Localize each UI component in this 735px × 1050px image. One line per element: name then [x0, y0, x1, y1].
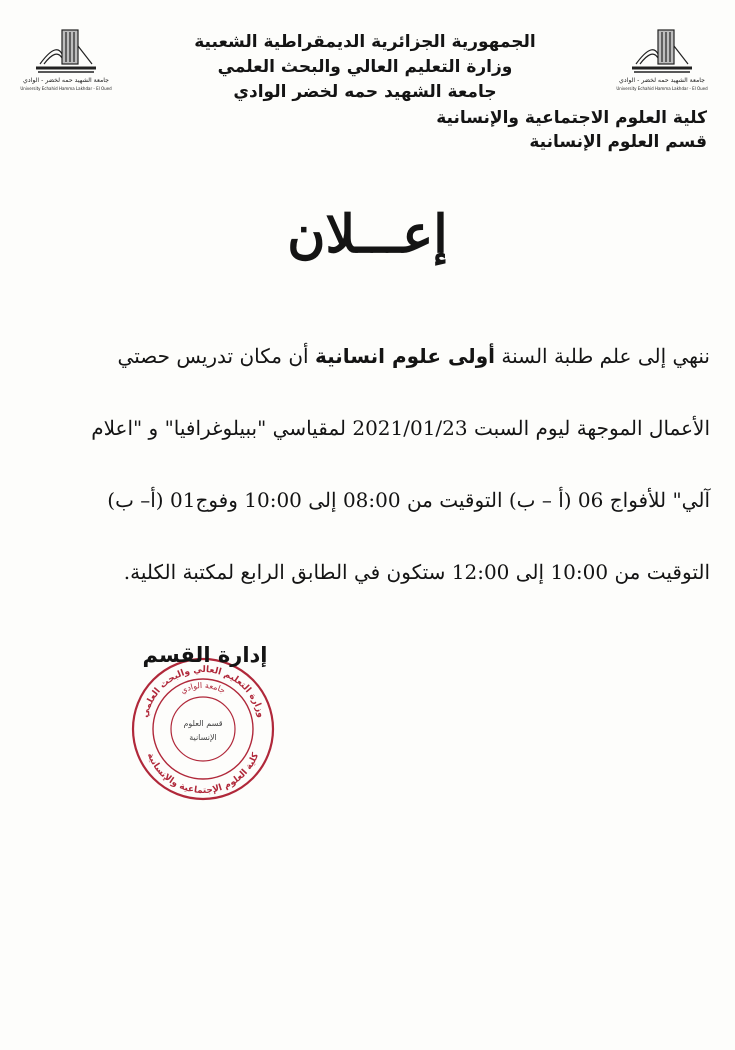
svg-text:جامعة الشهيد حمه لخضر - الوادي: جامعة الشهيد حمه لخضر - الوادي: [23, 77, 109, 84]
university-name: جامعة الشهيد حمه لخضر الوادي: [233, 82, 497, 102]
university-logo-left: [20, 24, 112, 104]
stamp-center-line-2: الإنسانية: [189, 733, 217, 742]
university-logo-icon: [616, 24, 708, 104]
body-line-1-bold: أولى علوم انسانية: [314, 344, 495, 368]
body-line-2: الأعمال الموجهة ليوم السبت 2021/01/23 لمقياسي "ببيلوغرافيا" و "اعلام: [91, 416, 710, 440]
body-line-1-end: أن مكان تدريس حصتي: [117, 344, 315, 368]
svg-text:University Echahid Hamma Lakhd: University Echahid Hamma Lakhdar - El Oued: [616, 86, 708, 91]
svg-text:جامعة الوادي: [179, 681, 227, 695]
letterhead: [170, 30, 560, 105]
faculty-heading: [287, 106, 707, 154]
stamp-outer-bottom-text: كلية العلوم الإجتماعية والإنسانية: [144, 751, 262, 797]
announcement-body: [30, 320, 710, 608]
stamp-inner-top-text: جامعة الوادي: [179, 680, 227, 696]
stamp-seal-icon: [128, 654, 278, 804]
stamp-outer-top-text: وزارة التعليم العالي والبحث العلمي: [140, 664, 266, 719]
republic-name: الجمهورية الجزائرية الديمقراطية الشعبية: [194, 32, 536, 52]
faculty-name: كلية العلوم الاجتماعية والإنسانية: [436, 108, 707, 128]
ministry-name: وزارة التعليم العالي والبحث العلمي: [217, 57, 513, 77]
stamp-center-line-1: قسم العلوم: [183, 719, 223, 728]
university-logo-icon: [20, 24, 112, 104]
body-line-4: التوقيت من 10:00 إلى 12:00 ستكون في الطابق الرابع لمكتبة الكلية.: [123, 560, 710, 584]
body-line-1-start: ننهي إلى علم طلبة السنة: [494, 344, 710, 368]
svg-text:جامعة الشهيد حمه لخضر - الوادي: جامعة الشهيد حمه لخضر - الوادي: [619, 77, 705, 84]
department-name: قسم العلوم الإنسانية: [529, 132, 707, 152]
body-line-3: آلي" للأفواج 06 (أ – ب) التوقيت من 08:00 إلى 10:00 وفوج01 (أ– ب): [107, 488, 710, 512]
svg-text:وزارة التعليم العالي والبحث ال: [140, 665, 266, 719]
svg-text:University Echahid Hamma Lakhd: University Echahid Hamma Lakhdar - El Oued: [20, 86, 112, 91]
body-line-1: [30, 320, 710, 392]
signature-label: إدارة القسم: [142, 643, 268, 667]
department-stamp: [128, 654, 278, 804]
university-logo-right: [616, 24, 708, 104]
announcement-title: إعـــلان: [287, 204, 448, 265]
